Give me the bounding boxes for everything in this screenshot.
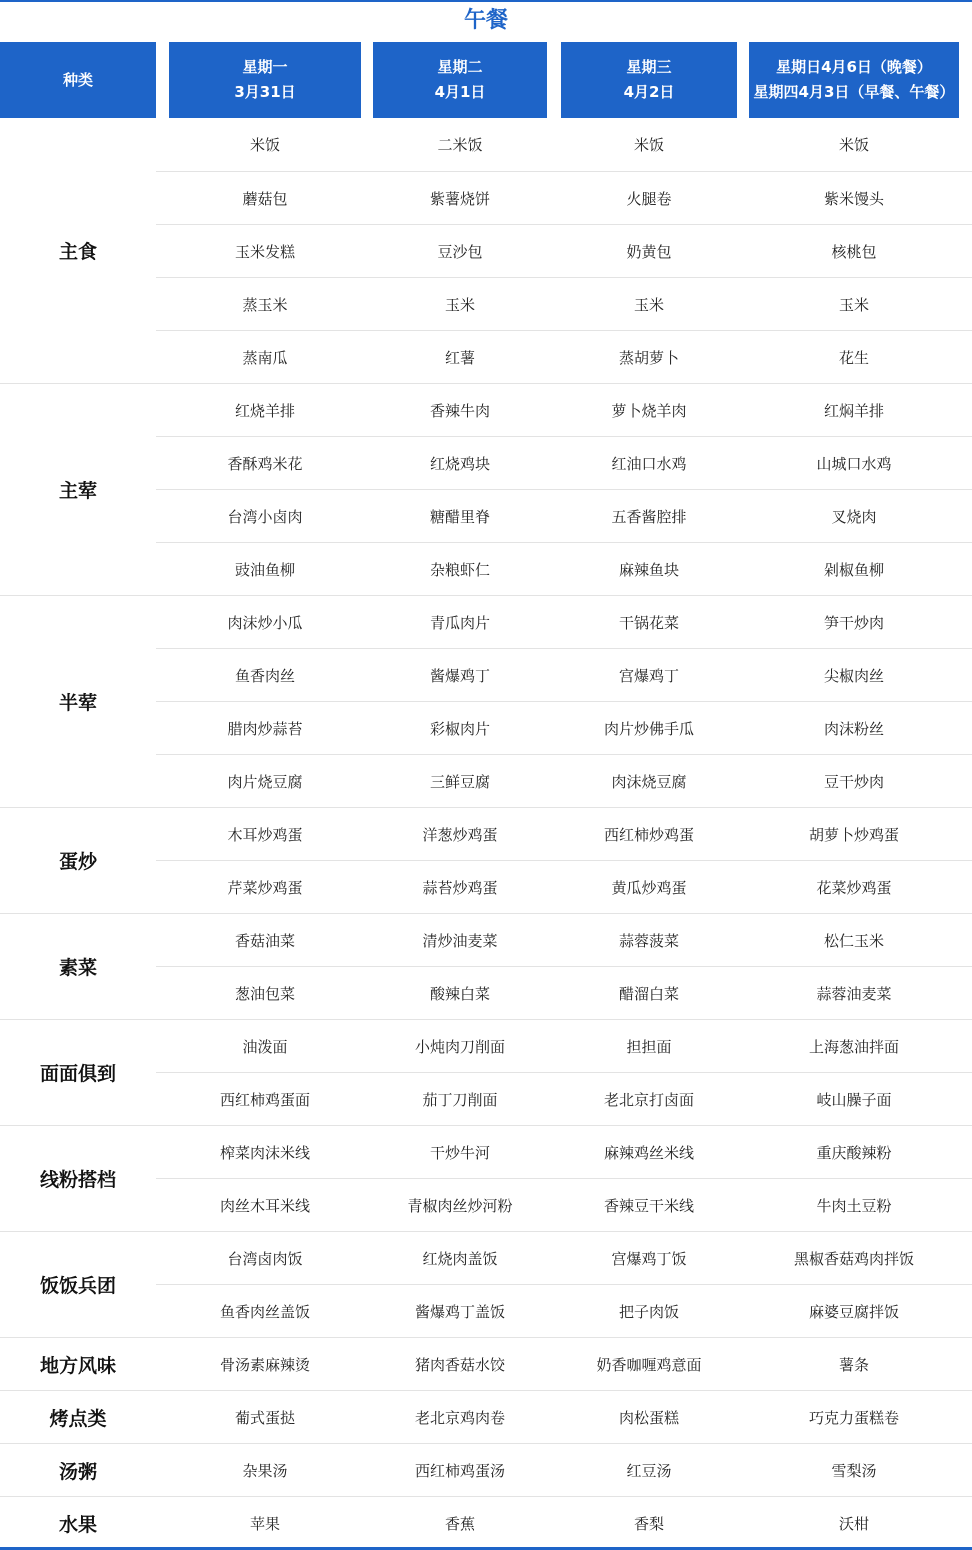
dish-cell: 香梨 bbox=[633, 1514, 664, 1533]
dish-cell: 青椒肉丝炒河粉 bbox=[407, 1196, 513, 1215]
header-day-2-line2: 4月1日 bbox=[434, 83, 486, 101]
dish-cell: 麻辣鱼块 bbox=[618, 560, 679, 579]
category-label: 素菜 bbox=[0, 913, 156, 1019]
dish-cell: 玉米 bbox=[838, 295, 869, 314]
dish-cell: 酸辣白菜 bbox=[429, 984, 490, 1003]
header-day-1-line2: 3月31日 bbox=[234, 83, 296, 101]
dish-cell: 麻婆豆腐拌饭 bbox=[808, 1302, 899, 1321]
dish-cell: 火腿卷 bbox=[626, 189, 672, 208]
dish-cell: 小炖肉刀削面 bbox=[414, 1037, 505, 1056]
header-day-3-line2: 4月2日 bbox=[623, 83, 675, 101]
menu-row bbox=[156, 1072, 972, 1125]
menu-row bbox=[156, 701, 972, 754]
menu-row bbox=[156, 436, 972, 489]
menu-row bbox=[156, 1284, 972, 1337]
dish-cell: 青瓜肉片 bbox=[429, 613, 490, 632]
menu-row bbox=[156, 807, 972, 860]
dish-cell: 肉沫粉丝 bbox=[823, 719, 884, 738]
dish-cell: 山城口水鸡 bbox=[816, 454, 892, 473]
menu-row bbox=[156, 542, 972, 595]
dish-cell: 清炒油麦菜 bbox=[422, 931, 498, 950]
dish-cell: 香蕉 bbox=[444, 1514, 475, 1533]
dish-cell: 肉沫炒小瓜 bbox=[227, 613, 303, 632]
dish-cell: 腊肉炒蒜苔 bbox=[227, 719, 303, 738]
category-label: 蛋炒 bbox=[0, 807, 156, 913]
menu-row bbox=[156, 489, 972, 542]
dish-cell: 豆沙包 bbox=[437, 242, 483, 261]
header-day-1 bbox=[169, 42, 361, 118]
dish-cell: 把子肉饭 bbox=[618, 1302, 679, 1321]
dish-cell: 鱼香肉丝盖饭 bbox=[219, 1302, 310, 1321]
dish-cell: 台湾小卤肉 bbox=[227, 507, 303, 526]
dish-cell: 蒜苔炒鸡蛋 bbox=[422, 878, 498, 897]
menu-row bbox=[0, 1443, 972, 1496]
dish-cell: 豉油鱼柳 bbox=[234, 560, 295, 579]
category-label: 地方风味 bbox=[39, 1354, 116, 1377]
dish-cell: 彩椒肉片 bbox=[429, 719, 490, 738]
menu-row bbox=[0, 1337, 972, 1390]
dish-cell: 红烧肉盖饭 bbox=[422, 1249, 498, 1268]
dish-cell: 红豆汤 bbox=[626, 1461, 672, 1480]
dish-cell: 杂粮虾仁 bbox=[429, 560, 490, 579]
dish-cell: 宫爆鸡丁 bbox=[618, 666, 679, 685]
header-day-4 bbox=[749, 42, 959, 118]
menu-row bbox=[156, 913, 972, 966]
dish-cell: 红烧鸡块 bbox=[429, 454, 490, 473]
category-label: 线粉搭档 bbox=[0, 1125, 156, 1231]
header-day-4-line2: 星期四4月3日（早餐、午餐） bbox=[753, 83, 955, 101]
dish-cell: 花生 bbox=[838, 348, 869, 367]
dish-cell: 核桃包 bbox=[831, 242, 877, 261]
category-label: 半荤 bbox=[0, 595, 156, 807]
menu-row bbox=[156, 754, 972, 807]
header-day-4-line1: 星期日4月6日（晚餐） bbox=[776, 58, 932, 76]
dish-cell: 巧克力蛋糕卷 bbox=[808, 1408, 899, 1427]
dish-cell: 豆干炒肉 bbox=[823, 772, 884, 791]
dish-cell: 胡萝卜炒鸡蛋 bbox=[808, 825, 899, 844]
dish-cell: 剁椒鱼柳 bbox=[823, 560, 884, 579]
dish-cell: 老北京鸡肉卷 bbox=[414, 1408, 505, 1427]
dish-cell: 肉片炒佛手瓜 bbox=[603, 719, 694, 738]
dish-cell: 醋溜白菜 bbox=[618, 984, 679, 1003]
dish-cell: 米饭 bbox=[633, 136, 664, 154]
header-day-2 bbox=[373, 42, 547, 118]
dish-cell: 西红柿鸡蛋面 bbox=[219, 1090, 310, 1109]
header-day-3 bbox=[561, 42, 737, 118]
dish-cell: 红焖羊排 bbox=[823, 401, 884, 420]
dish-cell: 肉片烧豆腐 bbox=[227, 772, 303, 791]
dish-cell: 笋干炒肉 bbox=[823, 613, 884, 632]
dish-cell: 干锅花菜 bbox=[618, 613, 679, 632]
menu-row bbox=[156, 224, 972, 277]
menu-row bbox=[156, 277, 972, 330]
dish-cell: 肉丝木耳米线 bbox=[219, 1196, 310, 1215]
dish-cell: 木耳炒鸡蛋 bbox=[227, 825, 303, 844]
dish-cell: 肉松蛋糕 bbox=[618, 1408, 679, 1427]
category-label: 主食 bbox=[58, 241, 97, 263]
dish-cell: 葱油包菜 bbox=[234, 984, 295, 1003]
dish-cell: 香酥鸡米花 bbox=[227, 454, 303, 473]
dish-cell: 松仁玉米 bbox=[823, 931, 884, 950]
dish-cell: 二米饭 bbox=[437, 136, 483, 154]
dish-cell: 香菇油菜 bbox=[234, 931, 295, 950]
dish-cell: 香辣豆干米线 bbox=[603, 1196, 694, 1215]
dish-cell: 萝卜烧羊肉 bbox=[611, 401, 687, 420]
dish-cell: 宫爆鸡丁饭 bbox=[611, 1249, 687, 1268]
dish-cell: 蒸玉米 bbox=[242, 295, 288, 314]
header-day-3-line1: 星期三 bbox=[626, 58, 672, 76]
dish-cell: 花菜炒鸡蛋 bbox=[816, 878, 892, 897]
header-category bbox=[0, 42, 156, 118]
dish-cell: 芹菜炒鸡蛋 bbox=[227, 878, 303, 897]
menu-row bbox=[0, 1390, 972, 1443]
dish-cell: 薯条 bbox=[838, 1355, 869, 1374]
dish-cell: 茄丁刀削面 bbox=[422, 1090, 498, 1109]
dish-cell: 干炒牛河 bbox=[429, 1143, 490, 1162]
dish-cell: 米饭 bbox=[249, 136, 280, 154]
dish-cell: 尖椒肉丝 bbox=[823, 666, 884, 685]
dish-cell: 岐山臊子面 bbox=[816, 1090, 892, 1109]
menu-row bbox=[156, 966, 972, 1019]
dish-cell: 西红柿炒鸡蛋 bbox=[603, 825, 694, 844]
dish-cell: 蒜蓉油麦菜 bbox=[816, 984, 892, 1003]
header-day-1-line1: 星期一 bbox=[242, 58, 288, 76]
dish-cell: 骨汤素麻辣烫 bbox=[219, 1355, 310, 1374]
dish-cell: 鱼香肉丝 bbox=[234, 666, 295, 685]
dish-cell: 香辣牛肉 bbox=[429, 401, 490, 420]
dish-cell: 五香酱腔排 bbox=[611, 507, 687, 526]
menu-row bbox=[156, 1178, 972, 1231]
menu-row bbox=[156, 1231, 972, 1284]
menu-row bbox=[156, 118, 972, 171]
dish-cell: 油泼面 bbox=[242, 1037, 288, 1056]
header-day-2-line1: 星期二 bbox=[437, 58, 483, 76]
dish-cell: 奶黄包 bbox=[626, 242, 672, 261]
dish-cell: 红烧羊排 bbox=[234, 401, 295, 420]
dish-cell: 黑椒香菇鸡肉拌饭 bbox=[793, 1249, 914, 1268]
category-label: 汤粥 bbox=[58, 1460, 97, 1483]
menu-row bbox=[156, 860, 972, 913]
category-label: 面面俱到 bbox=[0, 1019, 156, 1125]
menu-row bbox=[0, 1496, 972, 1549]
dish-cell: 台湾卤肉饭 bbox=[227, 1249, 303, 1268]
dish-cell: 牛肉土豆粉 bbox=[816, 1196, 892, 1215]
dish-cell: 肉沫烧豆腐 bbox=[611, 772, 687, 791]
dish-cell: 酱爆鸡丁盖饭 bbox=[414, 1302, 505, 1321]
dish-cell: 重庆酸辣粉 bbox=[816, 1143, 892, 1162]
category-label: 饭饭兵团 bbox=[0, 1231, 156, 1337]
menu-row bbox=[156, 595, 972, 648]
dish-cell: 麻辣鸡丝米线 bbox=[603, 1143, 694, 1162]
dish-cell: 红薯 bbox=[444, 348, 475, 367]
dish-cell: 玉米 bbox=[633, 295, 664, 314]
category-label: 水果 bbox=[58, 1513, 97, 1536]
category-label: 主荤 bbox=[0, 383, 156, 595]
dish-cell: 沃柑 bbox=[838, 1514, 869, 1533]
dish-cell: 玉米发糕 bbox=[234, 242, 295, 261]
dish-cell: 蘑菇包 bbox=[242, 189, 288, 208]
menu-row bbox=[156, 383, 972, 436]
dish-cell: 黄瓜炒鸡蛋 bbox=[611, 878, 687, 897]
dish-cell: 杂果汤 bbox=[242, 1461, 288, 1480]
dish-cell: 蒸胡萝卜 bbox=[618, 348, 679, 367]
dish-cell: 担担面 bbox=[626, 1037, 672, 1056]
dish-cell: 米饭 bbox=[838, 136, 869, 154]
dish-cell: 三鲜豆腐 bbox=[429, 772, 490, 791]
dish-cell: 红油口水鸡 bbox=[611, 454, 687, 473]
dish-cell: 苹果 bbox=[249, 1514, 280, 1533]
dish-cell: 猪肉香菇水饺 bbox=[414, 1355, 505, 1374]
dish-cell: 紫米馒头 bbox=[823, 189, 884, 208]
dish-cell: 糖醋里脊 bbox=[429, 507, 490, 526]
header-category-label: 种类 bbox=[62, 70, 93, 89]
dish-cell: 榨菜肉沫米线 bbox=[219, 1143, 310, 1162]
menu-row bbox=[156, 1125, 972, 1178]
category-label: 烤点类 bbox=[49, 1407, 107, 1430]
dish-cell: 紫薯烧饼 bbox=[429, 189, 490, 208]
dish-cell: 玉米 bbox=[444, 295, 475, 314]
dish-cell: 老北京打卤面 bbox=[603, 1090, 694, 1109]
menu-row bbox=[156, 330, 972, 383]
menu-row bbox=[156, 1019, 972, 1072]
dish-cell: 奶香咖喱鸡意面 bbox=[596, 1355, 702, 1374]
menu-row bbox=[156, 171, 972, 224]
page-title: 午餐 bbox=[463, 8, 508, 33]
dish-cell: 葡式蛋挞 bbox=[234, 1408, 295, 1427]
dish-cell: 上海葱油拌面 bbox=[808, 1037, 899, 1056]
dish-cell: 雪梨汤 bbox=[831, 1461, 877, 1480]
dish-cell: 蒸南瓜 bbox=[242, 348, 288, 367]
dish-cell: 蒜蓉菠菜 bbox=[618, 931, 679, 950]
dish-cell: 酱爆鸡丁 bbox=[429, 666, 490, 685]
menu-row bbox=[156, 648, 972, 701]
dish-cell: 洋葱炒鸡蛋 bbox=[422, 825, 498, 844]
dish-cell: 西红柿鸡蛋汤 bbox=[414, 1461, 505, 1480]
top-accent-line bbox=[0, 0, 972, 2]
dish-cell: 叉烧肉 bbox=[831, 507, 877, 526]
